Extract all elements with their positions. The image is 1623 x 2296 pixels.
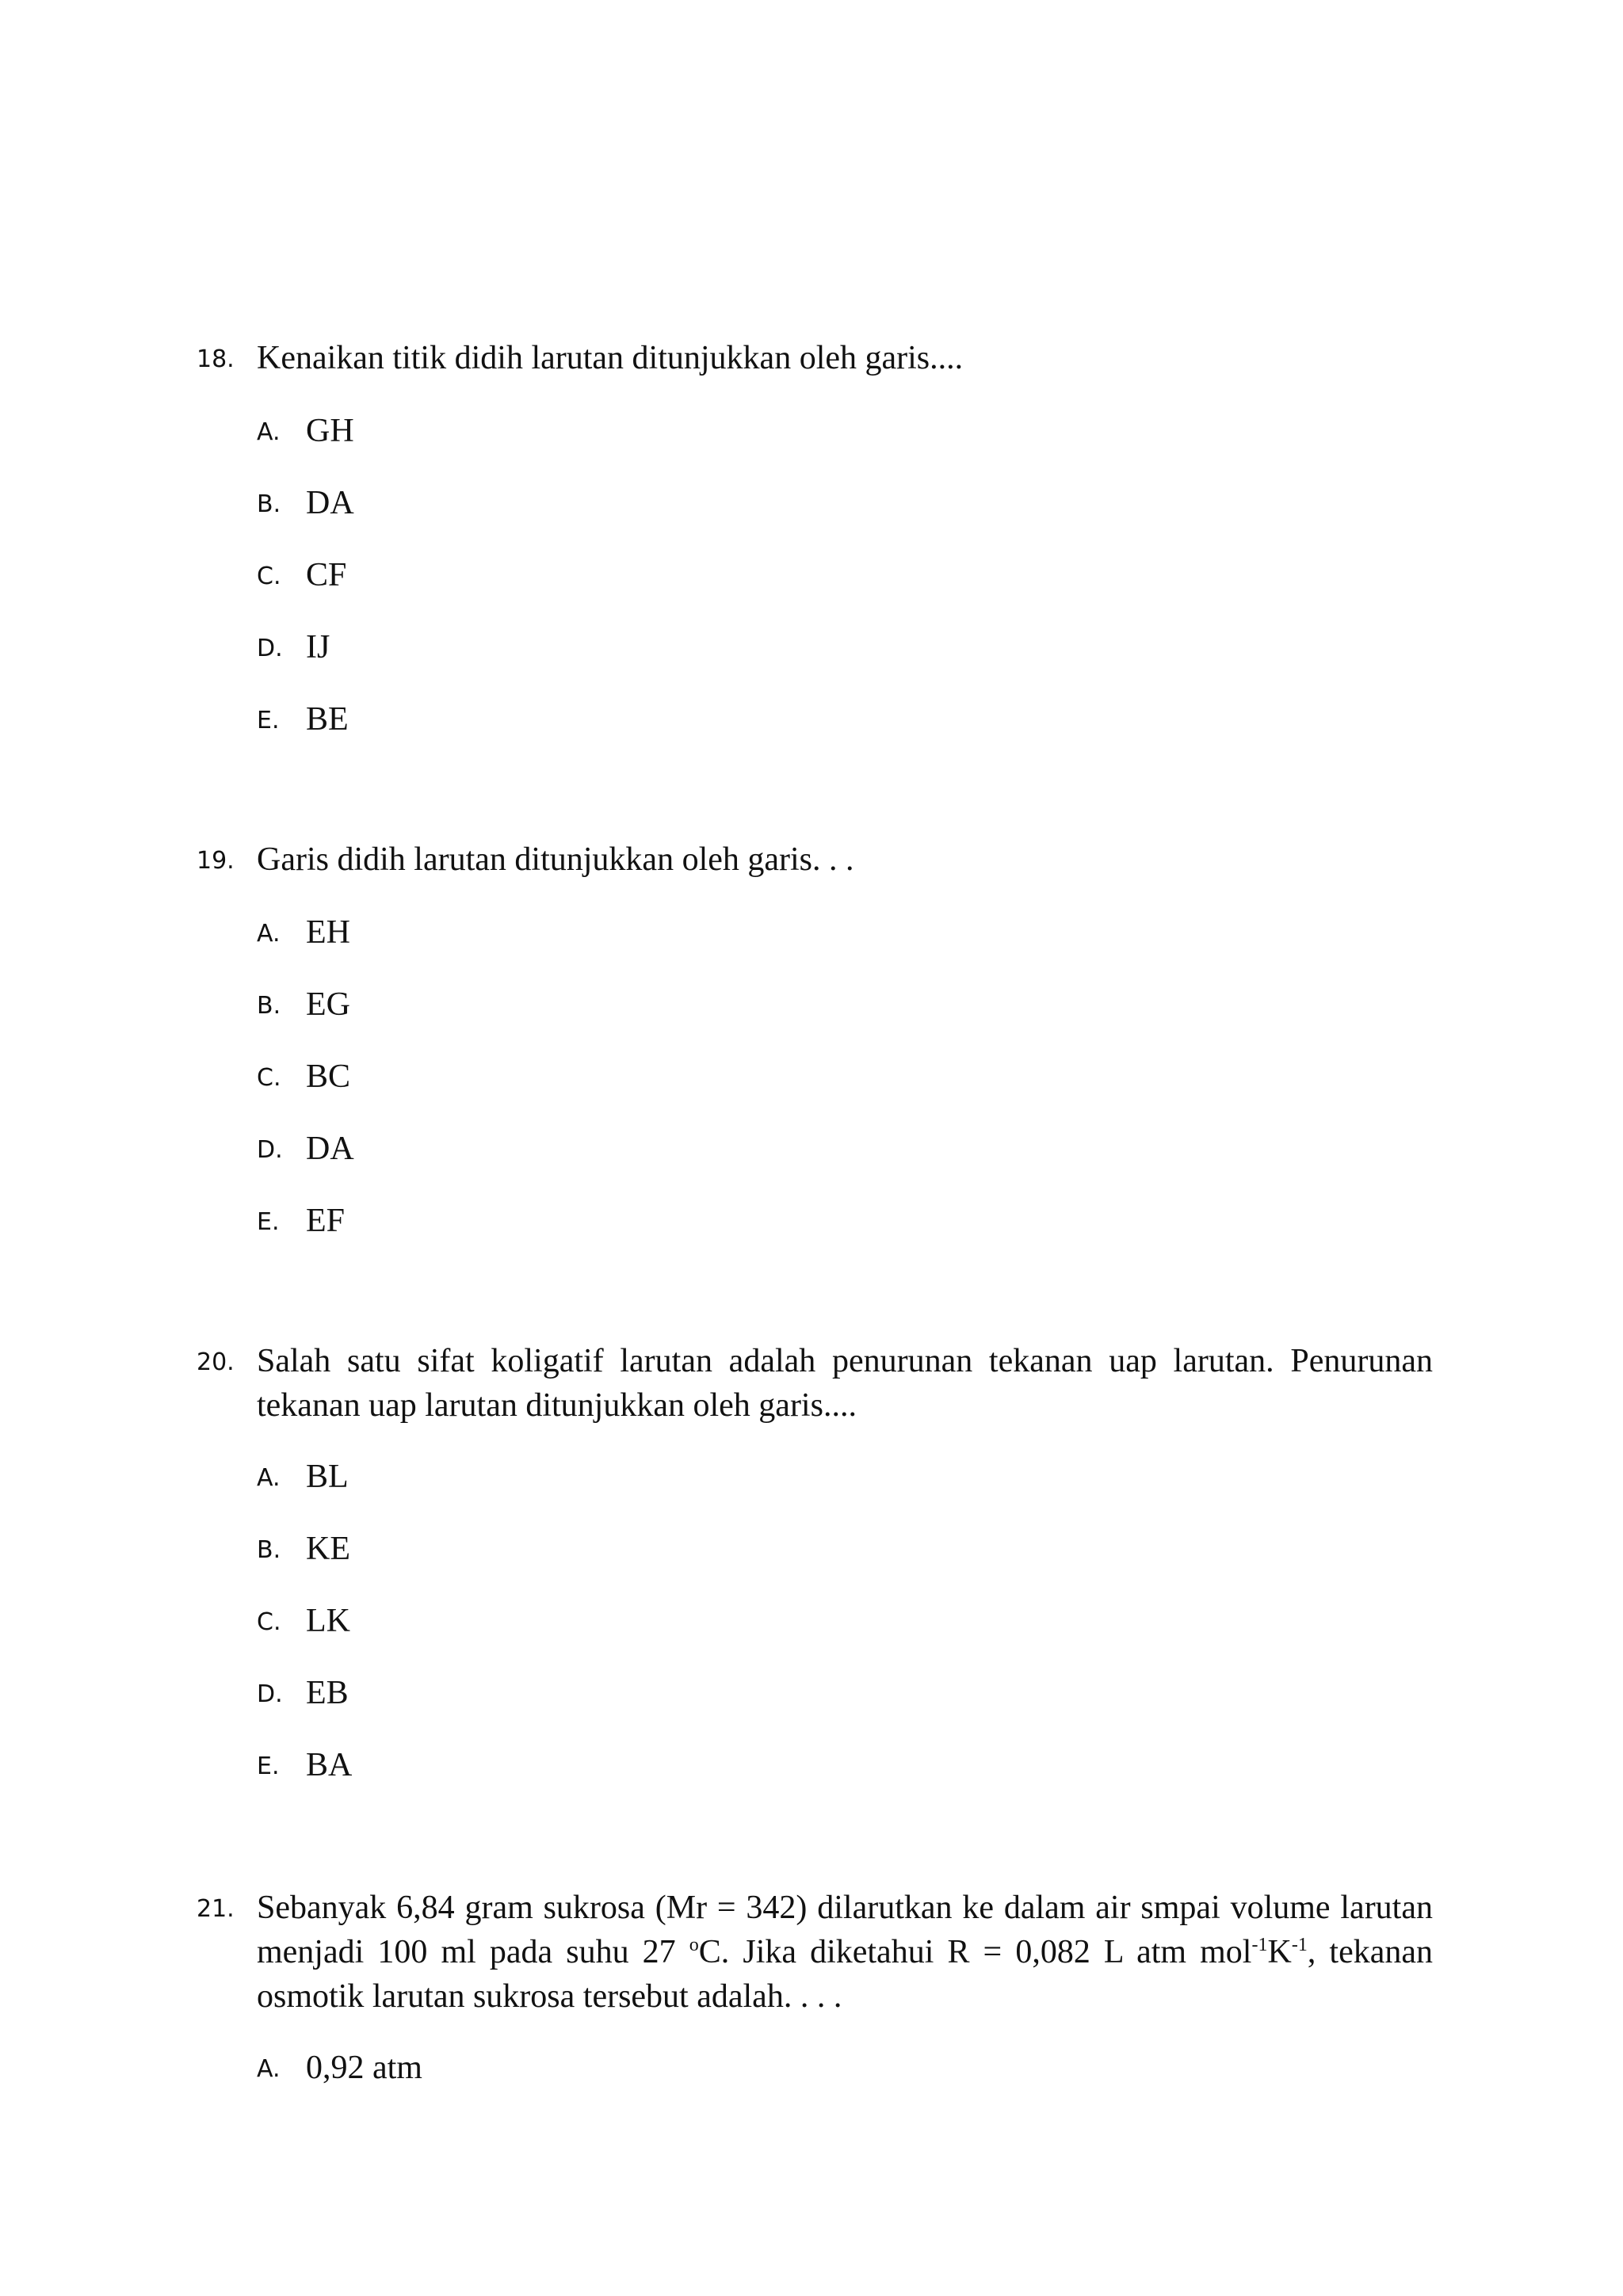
- option-a: [257, 1455, 1433, 1527]
- question-number: 19.: [197, 847, 235, 875]
- option-letter: D.: [257, 1136, 283, 1164]
- option-letter: C.: [257, 563, 281, 590]
- option-d: [257, 1127, 1433, 1199]
- option-c: [257, 553, 1433, 625]
- option-b: [257, 1527, 1433, 1599]
- option-letter: E.: [257, 1753, 280, 1780]
- question-number: 20.: [197, 1348, 235, 1376]
- option-b: [257, 481, 1433, 553]
- option-text: BA: [306, 1747, 353, 1783]
- option-text: 0,92 atm: [306, 2050, 422, 2086]
- option-letter: A.: [257, 920, 281, 948]
- option-list: [257, 409, 1433, 769]
- option-e: [257, 1199, 1433, 1271]
- option-letter: C.: [257, 1064, 281, 1092]
- option-letter: A.: [257, 418, 281, 446]
- option-d: [257, 625, 1433, 697]
- option-letter: E.: [257, 707, 280, 734]
- option-c: [257, 1599, 1433, 1671]
- option-text: BL: [306, 1459, 349, 1495]
- question-text: Salah satu sifat koligatif larutan adalah penurunan tekanan uap larutan. Penurunan tekanan uap larutan ditunjukkan oleh garis....: [257, 1343, 1433, 1424]
- option-a: [257, 2046, 1433, 2118]
- question-18: [197, 336, 1433, 769]
- option-text: DA: [306, 1131, 354, 1167]
- option-text: BC: [306, 1058, 351, 1095]
- option-b: [257, 982, 1433, 1055]
- option-letter: A.: [257, 1464, 281, 1492]
- option-text: LK: [306, 1603, 350, 1639]
- question-19: [197, 837, 1433, 1271]
- question-text: Kenaikan titik didih larutan ditunjukkan oleh garis....: [257, 340, 964, 376]
- option-d: [257, 1671, 1433, 1743]
- option-letter: C.: [257, 1608, 281, 1636]
- option-text: EG: [306, 986, 350, 1023]
- question-number: 21.: [197, 1895, 235, 1923]
- option-a: [257, 910, 1433, 982]
- option-text: DA: [306, 485, 354, 521]
- option-text: EB: [306, 1675, 349, 1711]
- option-letter: B.: [257, 490, 281, 518]
- option-a: [257, 409, 1433, 481]
- exponent-superscript: -1: [1291, 1935, 1308, 1955]
- option-text: CF: [306, 557, 347, 593]
- option-letter: B.: [257, 992, 281, 1020]
- question-21: [197, 1886, 1433, 2118]
- exponent-superscript: -1: [1251, 1935, 1268, 1955]
- option-list: [257, 910, 1433, 1271]
- option-text: KE: [306, 1531, 350, 1567]
- option-e: [257, 1743, 1433, 1815]
- question-text: Garis didih larutan ditunjukkan oleh garis. . .: [257, 841, 854, 878]
- option-text: IJ: [306, 629, 330, 666]
- option-letter: B.: [257, 1536, 281, 1564]
- question-text: Sebanyak 6,84 gram sukrosa (Mr = 342) dilarutkan ke dalam air smpai volume larutan menjadi 100 ml pada suhu 27 $^o$C. Jika diketahui R = 0,082 L atm $mol^{-1}K^{-1}$, tekanan osmotik larutan sukrosa tersebut adalah. . . .: [257, 1890, 1434, 2015]
- option-letter: A.: [257, 2055, 281, 2083]
- option-letter: E.: [257, 1208, 280, 1236]
- question-number: 18.: [197, 345, 235, 373]
- question-20: [197, 1339, 1433, 1815]
- option-text: GH: [306, 413, 354, 449]
- option-text: BE: [306, 701, 349, 738]
- option-e: [257, 697, 1433, 769]
- option-list: [257, 2046, 1433, 2118]
- option-text: EF: [306, 1203, 346, 1239]
- option-letter: D.: [257, 635, 283, 662]
- option-text: EH: [306, 914, 350, 951]
- option-c: [257, 1055, 1433, 1127]
- degree-superscript: o: [689, 1935, 699, 1955]
- option-letter: D.: [257, 1680, 283, 1708]
- option-list: [257, 1455, 1433, 1815]
